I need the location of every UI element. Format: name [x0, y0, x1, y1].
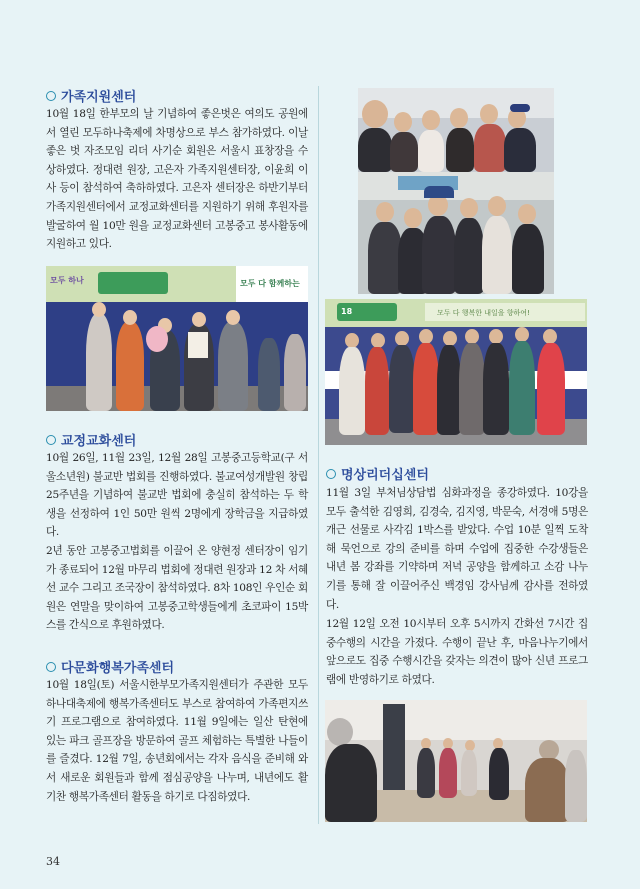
festival-booth-photo: [46, 266, 308, 411]
multicultural-center-title: 다문화행복가족센터: [61, 661, 175, 676]
family-center-heading: [46, 86, 136, 105]
festival-banner-right-text: 모두 다 함께하는: [240, 279, 300, 288]
family-center-body: 10월 18일 한부모의 날 기념하여 좋은벗은 여의도 공원에서 열린 모두하나축제에 차명상으로 부스 참가하였다. 이날 좋은 벗 자조모임 리더 사기순 회원은 서울시 표창장을 수상하였다. 정대련 원장, 고은자 가족지원센터장, 이윤희 이사 등이 참석하여 축하하였다. 고은자 센터장은 하반기부터 가족지원센터에서 교정교화센터를 지원하기 위해 후원자를 발굴하여 월 10만 원을 교정교화센터 고봉중고 봉사활동에 지원하고 있다.: [46, 108, 308, 251]
correction-center-title: 교정교화센터: [61, 434, 137, 449]
circle-bullet-icon: [46, 662, 56, 672]
festival-banner-left-text: 모두 하나: [50, 276, 84, 285]
multicultural-center-body: 10월 18일(토) 서울시한부모가족지원센터가 주관한 모두하나대축제에 행복가족센터도 부스로 참여하여 가족편지쓰기 프로그램으로 참여하였다. 11월 9일에는 일산 탄현에 있는 파크 골프장을 방문하여 골프 체험하는 특별한 나들이를 즐겼다. 12월 7일, 송년회에서는 각자 음식을 준비해 와서 새로운 회원들과 함께 점심공양을 나누며, 내년에도 활기찬 행복가족센터 활동을 하기로 다짐하였다.: [46, 679, 308, 803]
correction-center-heading: [46, 430, 136, 449]
multicultural-center-heading: [46, 657, 174, 676]
meditation-class-photo: [325, 299, 587, 445]
subway-group-photo-2: [358, 172, 554, 294]
circle-bullet-icon: [46, 91, 56, 101]
meditation-practice-photo: [325, 700, 587, 822]
meditation-center-title: 명상리더십센터: [341, 468, 429, 483]
meditation-center-body-2: 12월 12일 오전 10시부터 오후 5시까지 간화선 7시간 집중수행의 시간을 가졌다. 수행이 끝난 후, 마음나누기에서 앞으로도 집중 수행시간을 갖자는 의견이 많아 신년 프로그램에 반영하기로 하였다.: [326, 618, 588, 686]
page-number: 34: [46, 855, 60, 868]
meditation-sign-text: 18: [341, 307, 353, 316]
meditation-center-heading: [326, 464, 429, 483]
family-center-title: 가족지원센터: [61, 90, 137, 105]
circle-bullet-icon: [326, 469, 336, 479]
correction-center-body-1: 10월 26일, 11월 23일, 12월 28일 고봉중고등학교(구 서울소년원) 불교반 법회를 진행하였다. 불교여성개발원 창립 25주년을 기념하여 불교반 법회에 충실히 참석하는 두 학생을 선정하여 1인 50만 원씩 2명에게 장학금을 지급하였다.: [46, 452, 308, 539]
subway-group-photo-1: [358, 88, 554, 172]
correction-center-body-2: 2년 동안 고봉중고법회를 이끌어 온 양현정 센터장이 임기가 종료되어 12월 마무리 법회에 정대련 원장과 12 차 서혜선 교수 그리고 조국장이 참석하였다. 8차 108인 우인순 회원은 연말을 맞이하여 고봉중고학생들에게 초코파이 15박스를 간식으로 후원하였다.: [46, 545, 308, 632]
column-divider: [318, 86, 319, 824]
circle-bullet-icon: [46, 435, 56, 445]
page-top-band: [0, 0, 640, 46]
meditation-center-body-1: 11월 3일 부처님상담법 심화과정을 종강하였다. 10강을 모두 출석한 김영희, 김경숙, 김지영, 박문숙, 서경애 5명은 개근 선물로 사각김 1박스를 받았다. 수업 10분 일찍 도착해 묵언으로 강의 준비를 하며 수업에 집중한 수강생들은 내년 봄 강좌를 기약하며 저녁 공양을 함께하고 소감 나누기를 통해 잘 이끌어주신 백경임 강사님께 감사를 전하였다.: [326, 487, 588, 611]
meditation-banner-text: 모두 다 행복한 내일을 향하여!: [437, 309, 530, 317]
